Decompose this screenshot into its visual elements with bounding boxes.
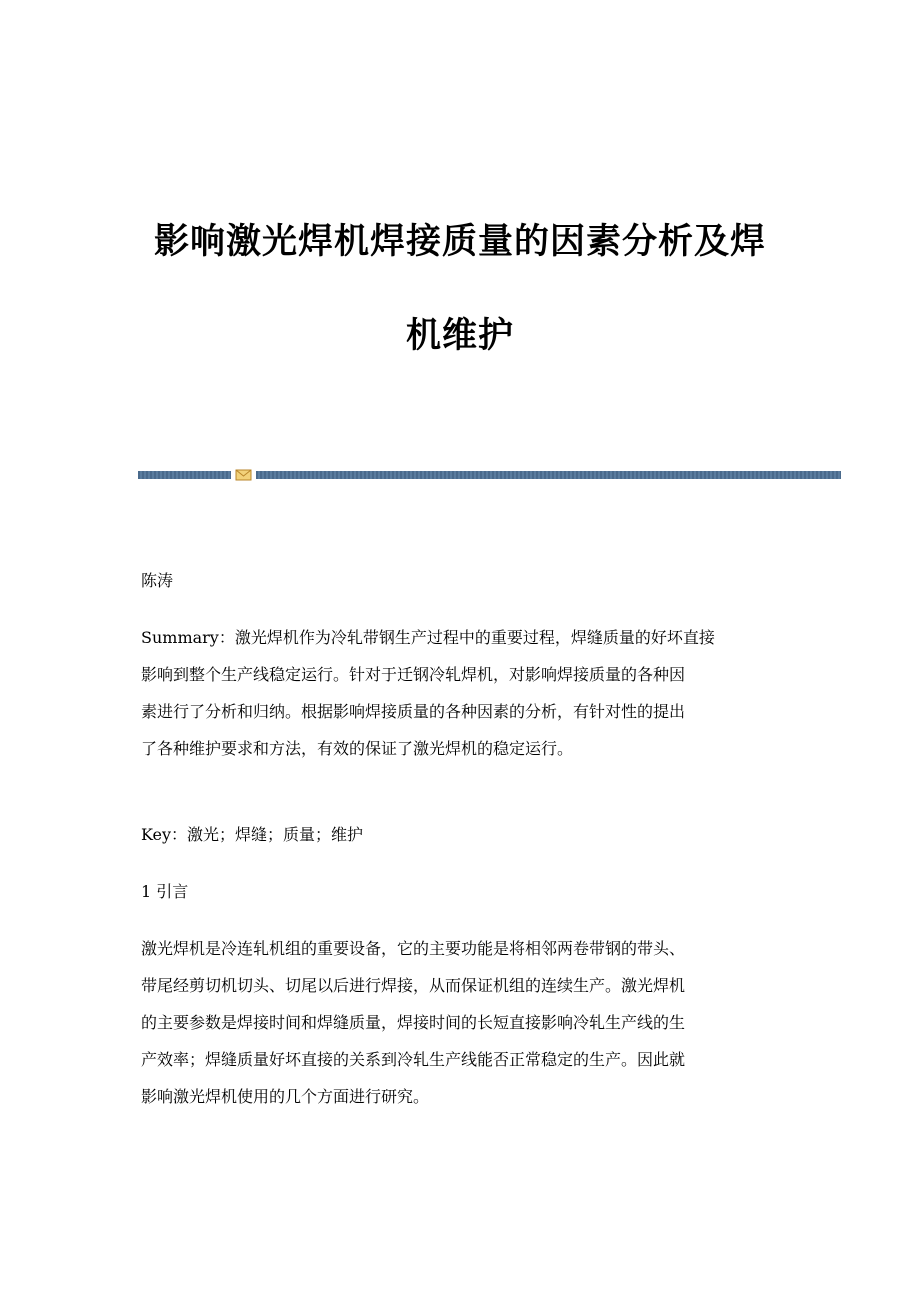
document-title-line-1: 影响激光焊机焊接质量的因素分析及焊	[153, 222, 766, 262]
summary-line: 了各种维护要求和方法，有效的保证了激光焊机的稳定运行。	[141, 739, 574, 758]
summary-line: Summary：激光焊机作为冷轧带钢生产过程中的重要过程，焊缝质量的好坏直接	[141, 628, 715, 647]
divider-bar-left	[138, 471, 231, 479]
author-name	[141, 562, 791, 599]
summary-line: 素进行了分析和归纳。根据影响焊接质量的各种因素的分析，有针对性的提出	[141, 702, 686, 721]
keywords-text: Key：激光；焊缝；质量；维护	[141, 825, 364, 844]
body-line: 影响激光焊机使用的几个方面进行研究。	[141, 1087, 430, 1106]
document-title-line-2: 机维护	[405, 316, 514, 356]
title-divider	[138, 468, 841, 482]
body-line: 带尾经剪切机切头、切尾以后进行焊接，从而保证机组的连续生产。激光焊机	[141, 976, 686, 995]
envelope-icon	[235, 468, 252, 482]
author-text: 陈涛	[141, 571, 174, 590]
body-line: 产效率；焊缝质量好坏直接的关系到冷轧生产线能否正常稳定的生产。因此就	[141, 1050, 686, 1069]
body-line: 激光焊机是冷连轧机组的重要设备，它的主要功能是将相邻两卷带钢的带头、	[141, 939, 686, 958]
divider-bar-right	[256, 471, 841, 479]
body-line: 的主要参数是焊接时间和焊缝质量，焊接时间的长短直接影响冷轧生产线的生	[141, 1013, 686, 1032]
keywords-paragraph	[141, 816, 791, 853]
summary-line: 影响到整个生产线稳定运行。针对于迁钢冷轧焊机，对影响焊接质量的各种因	[141, 665, 686, 684]
summary-paragraph	[141, 619, 791, 767]
section-heading	[141, 873, 791, 910]
section-1-heading: 1 引言	[141, 882, 189, 901]
introduction-paragraph	[141, 930, 791, 1115]
